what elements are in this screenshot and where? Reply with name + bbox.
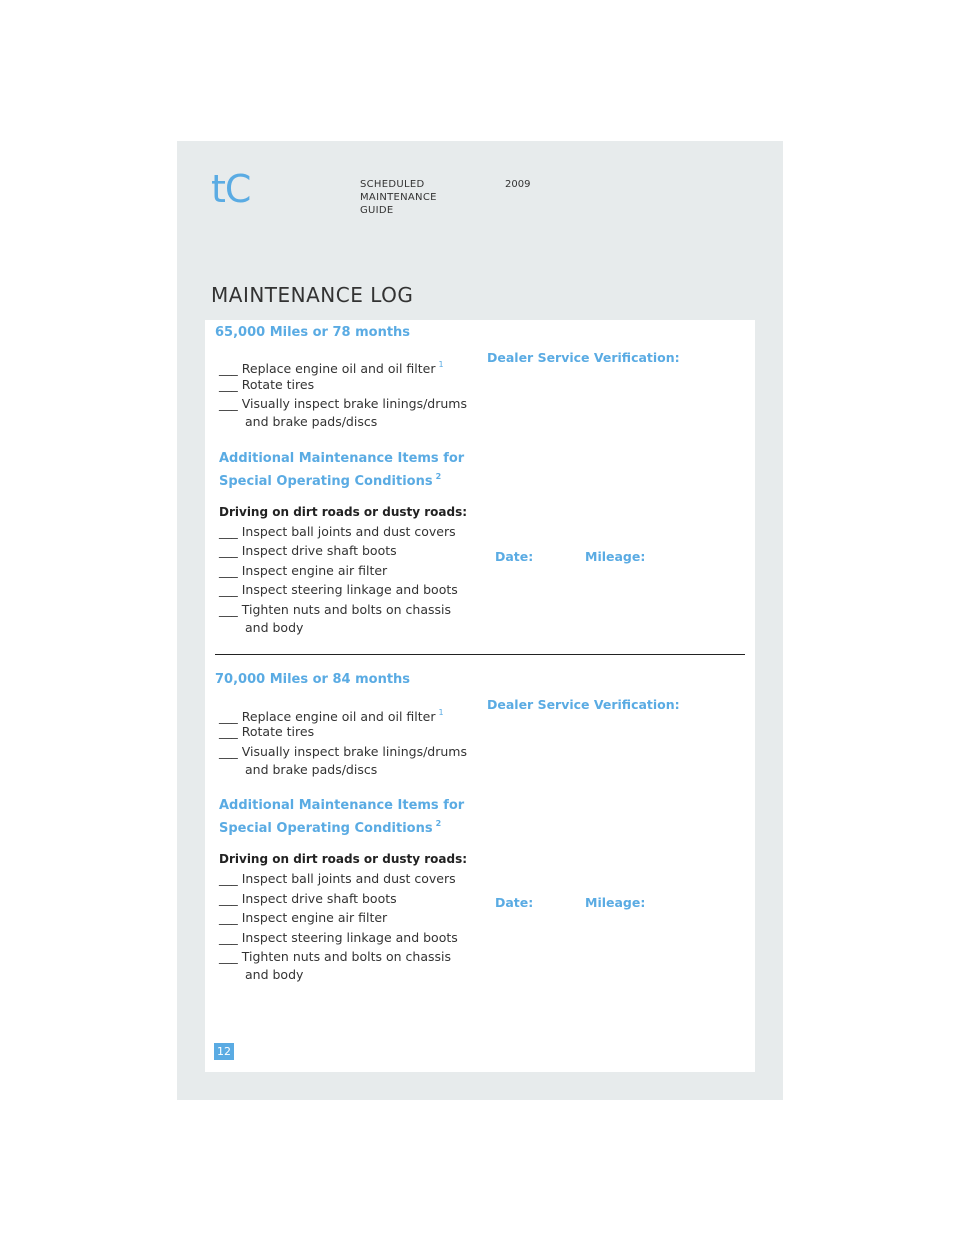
mileage-label: Mileage: [585, 549, 646, 564]
blank-line: ___ [219, 582, 238, 597]
blank-line: ___ [219, 524, 238, 539]
additional-heading [219, 797, 464, 838]
checklist-item [219, 562, 387, 580]
page-title: MAINTENANCE LOG [211, 283, 414, 307]
blank-line: ___ [219, 910, 238, 925]
blank-line: ___ [219, 930, 238, 945]
mileage-label: Mileage: [585, 895, 646, 910]
date-label: Date: [495, 895, 534, 910]
condition-heading: Driving on dirt roads or dusty roads: [219, 505, 468, 519]
condition-heading: Driving on dirt roads or dusty roads: [219, 852, 468, 866]
item-continuation: and brake pads/discs [245, 762, 378, 777]
checklist-item [219, 601, 451, 619]
blank-line: ___ [219, 871, 238, 886]
checklist-item [219, 356, 444, 378]
checklist-item [219, 948, 451, 966]
item-text: Inspect ball joints and dust covers [241, 524, 456, 539]
blank-line: ___ [219, 361, 238, 376]
blank-line: ___ [219, 891, 238, 906]
checklist-item [219, 723, 314, 741]
blank-line: ___ [219, 396, 238, 411]
dealer-verification-label: Dealer Service Verification: [487, 350, 680, 365]
guide-line: SCHEDULED [360, 179, 425, 190]
checklist-item [219, 890, 397, 908]
blank-line: ___ [219, 602, 238, 617]
dealer-verification-label: Dealer Service Verification: [487, 697, 680, 712]
blank-line: ___ [219, 543, 238, 558]
additional-heading-line: Special Operating Conditions [219, 474, 433, 489]
item-text: Inspect engine air filter [241, 910, 388, 925]
checklist-item [219, 870, 456, 888]
blank-line: ___ [219, 724, 238, 739]
blank-line: ___ [219, 377, 238, 392]
item-text: Inspect engine air filter [241, 563, 388, 578]
footnote-marker: 2 [435, 472, 442, 481]
additional-heading [219, 450, 464, 491]
checklist-item [219, 743, 467, 761]
item-text: Tighten nuts and bolts on chassis [241, 949, 451, 964]
item-text: Inspect steering linkage and boots [241, 582, 458, 597]
additional-heading-line: Special Operating Conditions [219, 821, 433, 836]
section-heading: 65,000 Miles or 78 months [215, 325, 411, 340]
section-heading: 70,000 Miles or 84 months [215, 672, 411, 687]
footnote-marker: 1 [438, 708, 444, 717]
page-number: 12 [214, 1043, 234, 1060]
guide-label [360, 178, 437, 217]
item-continuation: and brake pads/discs [245, 414, 378, 429]
item-continuation: and body [245, 620, 304, 635]
blank-line: ___ [219, 949, 238, 964]
checklist-item [219, 542, 397, 560]
item-text: Rotate tires [241, 724, 315, 739]
model-year: 2009 [505, 179, 531, 190]
footnote-marker: 2 [435, 819, 442, 828]
date-label: Date: [495, 549, 534, 564]
item-text: Replace engine oil and oil filter [241, 709, 436, 724]
item-text: Inspect drive shaft boots [241, 543, 397, 558]
item-text: Replace engine oil and oil filter [241, 361, 436, 376]
checklist-item [219, 929, 458, 947]
checklist-item [219, 523, 456, 541]
item-text: Rotate tires [241, 377, 315, 392]
item-text: Inspect steering linkage and boots [241, 930, 458, 945]
item-text: Visually inspect brake linings/drums [241, 744, 467, 759]
blank-line: ___ [219, 563, 238, 578]
section-divider [215, 654, 745, 655]
item-text: Visually inspect brake linings/drums [241, 396, 467, 411]
guide-line: MAINTENANCE [360, 192, 437, 203]
item-text: Inspect drive shaft boots [241, 891, 397, 906]
checklist-item [219, 909, 387, 927]
additional-heading-line: Additional Maintenance Items for [219, 451, 465, 466]
item-text: Tighten nuts and bolts on chassis [241, 602, 451, 617]
footnote-marker: 1 [438, 360, 444, 369]
blank-line: ___ [219, 744, 238, 759]
item-text: Inspect ball joints and dust covers [241, 871, 456, 886]
guide-line: GUIDE [360, 205, 394, 216]
tc-logo: tC [211, 167, 251, 211]
additional-heading-line: Additional Maintenance Items for [219, 798, 465, 813]
item-continuation: and body [245, 967, 304, 982]
checklist-item [219, 395, 467, 413]
blank-line: ___ [219, 709, 238, 724]
checklist-item [219, 581, 458, 599]
checklist-item [219, 376, 314, 394]
